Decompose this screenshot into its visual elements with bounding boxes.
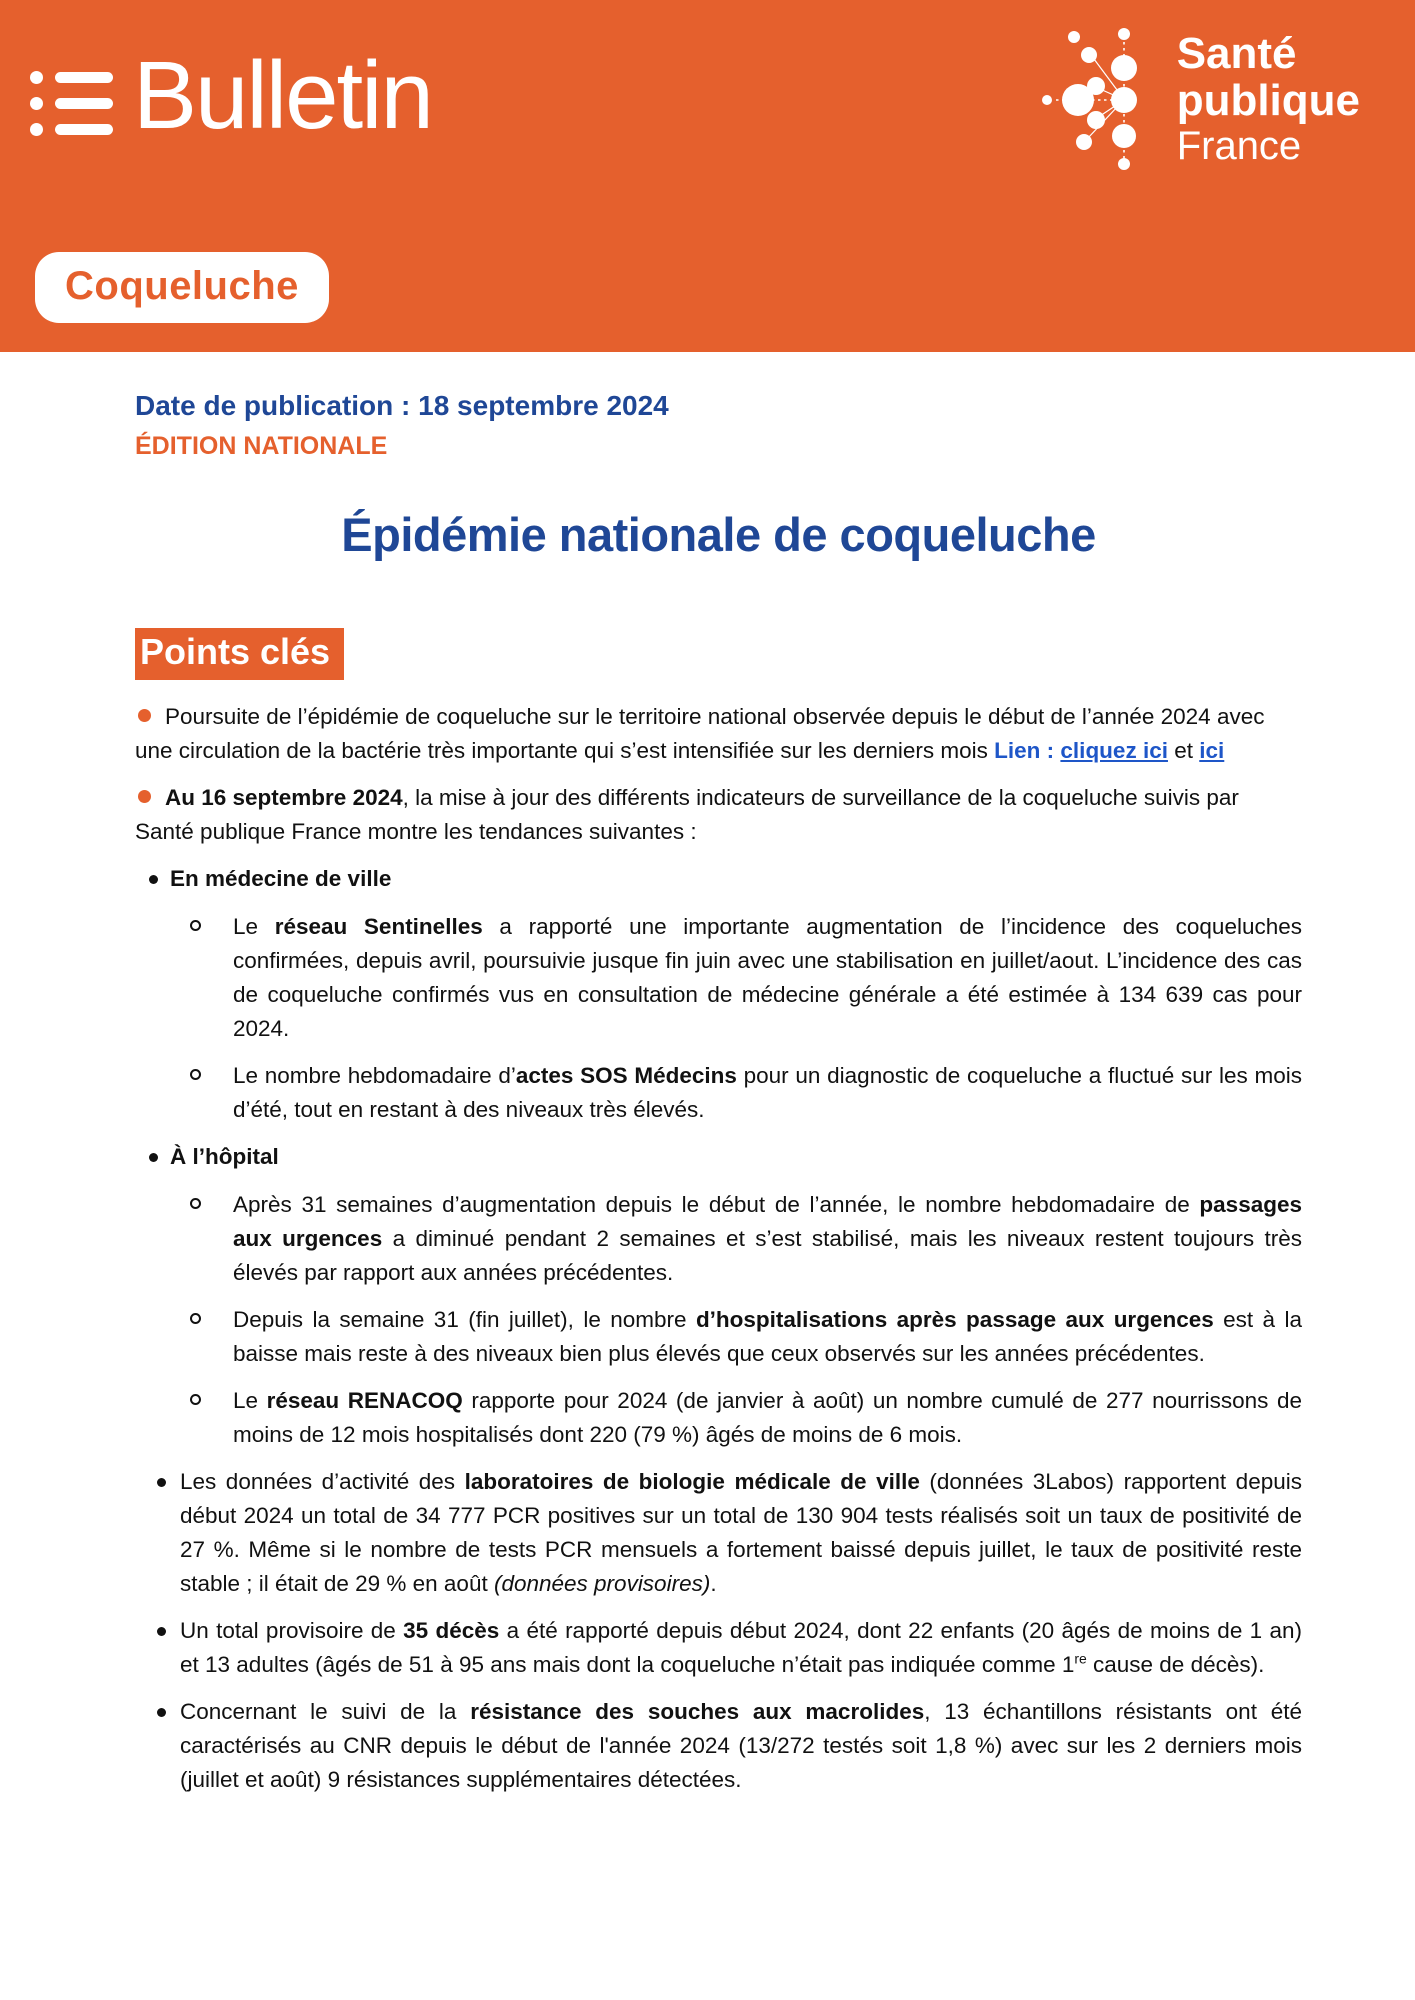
- key-point-mise-a-jour: [135, 781, 1302, 849]
- bulletin-logo: [30, 42, 432, 149]
- key-point-text: Poursuite de l’épidémie de coqueluche sur le territoire national observée depuis le début de l’année 2024 avec une circulation de la bactérie très importante qui s’est intensifiée sur les derniers mois Lien : cliquez ici et ici: [135, 704, 1265, 763]
- black-bullet-icon: [149, 875, 158, 884]
- key-point-text: Le réseau Sentinelles a rapporté une importante augmentation de l’incidence des coqueluches confirmées, depuis avril, poursuivie jusque fin juin avec une stabilisation en juillet/aout. L’incidence des cas de coqueluche confirmés vus en consultation de médecine générale a été estimée à 134 639 cas pour 2024.: [233, 914, 1303, 1041]
- circle-bullet-icon: [190, 920, 201, 931]
- key-point-hospitalisations: [135, 1303, 1302, 1371]
- circle-bullet-icon: [190, 1313, 201, 1324]
- black-bullet-icon: [149, 1153, 158, 1162]
- publication-date: Date de publication : 18 septembre 2024: [135, 390, 669, 421]
- black-bullet-icon: [157, 1708, 166, 1717]
- spf-network-icon: [1038, 24, 1163, 174]
- key-point-text: Depuis la semaine 31 (fin juillet), le nombre d’hospitalisations après passage aux urgences est à la baisse mais reste à des niveaux bien plus élevés que ceux observés sur les années précédentes.: [233, 1307, 1302, 1366]
- orange-bullet-icon: [138, 790, 151, 803]
- key-point-renacoq: [135, 1384, 1302, 1452]
- key-point-deces: [135, 1614, 1302, 1682]
- inline-link[interactable]: cliquez ici: [1060, 738, 1168, 763]
- points-cles-heading: Points clés: [135, 628, 344, 680]
- document-body: [0, 390, 1415, 1797]
- key-point-text: Un total provisoire de 35 décès a été rapporté depuis début 2024, dont 22 enfants (20 âgés de moins de 1 an) et 13 adultes (âgés de 51 à 95 ans mais dont la coqueluche n’était pas indiquée comme 1re cause de décès).: [180, 1618, 1303, 1677]
- key-point-resistance-macrolides: [135, 1695, 1302, 1797]
- inline-link[interactable]: ici: [1199, 738, 1225, 763]
- disease-badge-label: Coqueluche: [65, 264, 299, 308]
- subheading-text: En médecine de ville: [170, 866, 392, 891]
- page-title: Épidémie nationale de coqueluche: [341, 508, 1096, 561]
- list-icon: [30, 71, 113, 136]
- key-point-text: Concernant le suivi de la résistance des souches aux macrolides, 13 échantillons résistants ont été caractérisés au CNR depuis le début de l'année 2024 (13/272 testés soit 1,8 %) avec sur les 2 derniers mois (juillet et août) 9 résistances supplémentaires détectées.: [180, 1699, 1302, 1792]
- edition-label: ÉDITION NATIONALE: [135, 432, 388, 460]
- black-bullet-icon: [157, 1478, 166, 1487]
- key-point-sos-medecins: [135, 1059, 1302, 1127]
- key-points-list: [135, 700, 1302, 1797]
- spf-logo-text: Santé publique France: [1176, 28, 1360, 168]
- key-point-text: Le nombre hebdomadaire d’actes SOS Médecins pour un diagnostic de coqueluche a fluctué sur les mois d’été, tout en restant à des niveaux très élevés.: [233, 1063, 1302, 1122]
- bulletin-logo-text: Bulletin: [133, 42, 432, 149]
- key-point-epidemie: [135, 700, 1302, 768]
- black-bullet-icon: [157, 1627, 166, 1636]
- key-point-text: Les données d’activité des laboratoires de biologie médicale de ville (données 3Labos) rapportent depuis début 2024 un total de 34 777 PCR positives sur un total de 130 904 tests réalisés soit un taux de positivité de 27 %. Même si le nombre de tests PCR mensuels a fortement baissé depuis juillet, le taux de positivité reste stable ; il était de 29 % en août (données provisoires).: [180, 1469, 1302, 1596]
- orange-bullet-icon: [138, 709, 151, 722]
- header-band: [0, 0, 1415, 352]
- sante-publique-france-logo: [1038, 24, 1360, 174]
- circle-bullet-icon: [190, 1069, 201, 1080]
- key-point-text: Après 31 semaines d’augmentation depuis le début de l’année, le nombre hebdomadaire de passages aux urgences a diminué pendant 2 semaines et s’est stabilisé, mais les niveaux restent toujours très élevés par rapport aux années précédentes.: [233, 1192, 1302, 1285]
- subheading-hopital: [135, 1140, 1302, 1174]
- subheading-medecine-de-ville: [135, 862, 1302, 896]
- key-point-passages-urgences: [135, 1188, 1302, 1290]
- subheading-text: À l’hôpital: [170, 1144, 279, 1169]
- circle-bullet-icon: [190, 1394, 201, 1405]
- circle-bullet-icon: [190, 1198, 201, 1209]
- key-point-laboratoires: [135, 1465, 1302, 1601]
- disease-badge: [35, 252, 329, 323]
- key-point-text: Le réseau RENACOQ rapporte pour 2024 (de janvier à août) un nombre cumulé de 277 nourrissons de moins de 12 mois hospitalisés dont 220 (79 %) âgés de moins de 6 mois.: [233, 1388, 1303, 1447]
- key-point-sentinelles: [135, 910, 1302, 1046]
- key-point-text: Au 16 septembre 2024, la mise à jour des différents indicateurs de surveillance de la coqueluche suivis par Santé publique France montre les tendances suivantes :: [135, 785, 1239, 844]
